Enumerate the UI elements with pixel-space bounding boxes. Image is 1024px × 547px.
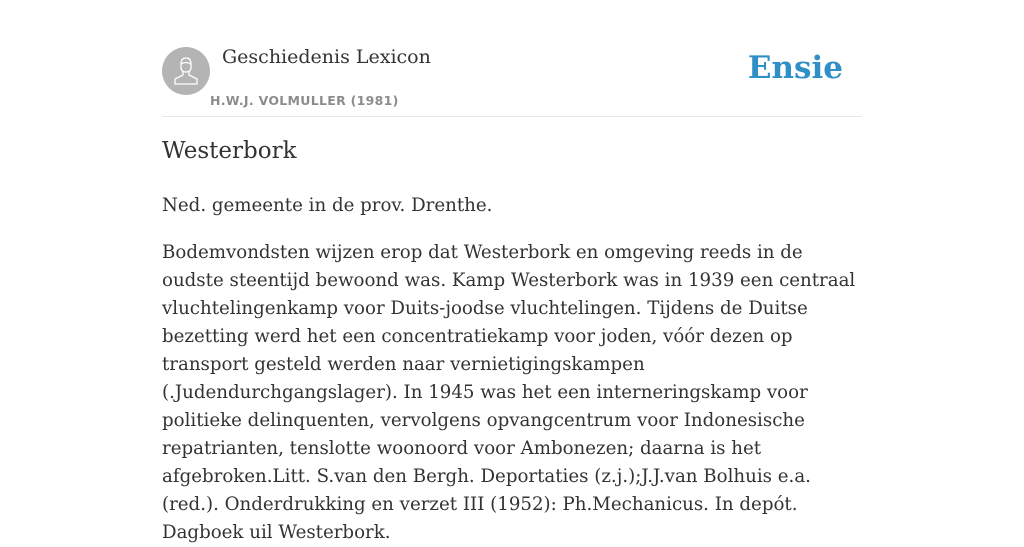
article-title: Westerbork xyxy=(162,138,297,164)
article-paragraph: Ned. gemeente in de prov. Drenthe. xyxy=(162,195,493,216)
brand-logo[interactable]: Ensie xyxy=(747,50,843,86)
lexicon-header xyxy=(162,46,862,117)
article-paragraph: Bodemvondsten wijzen erop dat Westerbork en omgeving reeds in de oudste steentijd bewoond was. Kamp Westerbork was in 1939 een centraal vluchtelingenkamp voor Duits-joodse vluchtelingen. Tijdens de Duitse bezetting werd het een concentratiekamp voor joden, vóór dezen op transport gesteld werden naar vernietigingskampen (.Judendurchgangslager). In 1945 was het een interneringskamp voor politieke delinquenten, vervolgens opvangcentrum voor Indonesische repatrianten, tenslotte woonoord voor Ambonezen; daarna is het afgebroken.Litt. S.van den Bergh. Deportaties (z.j.);J.J.van Bolhuis e.a. (red.). Onderdrukking en verzet III (1952): Ph.Mechanicus. In depót. Dagboek uil Westerbork. xyxy=(162,242,856,543)
lexicon-title[interactable]: Geschiedenis Lexicon xyxy=(222,46,431,68)
author-credit[interactable]: H.W.J. VOLMULLER (1981) xyxy=(210,93,399,108)
user-icon xyxy=(171,55,201,87)
avatar[interactable] xyxy=(162,47,210,95)
